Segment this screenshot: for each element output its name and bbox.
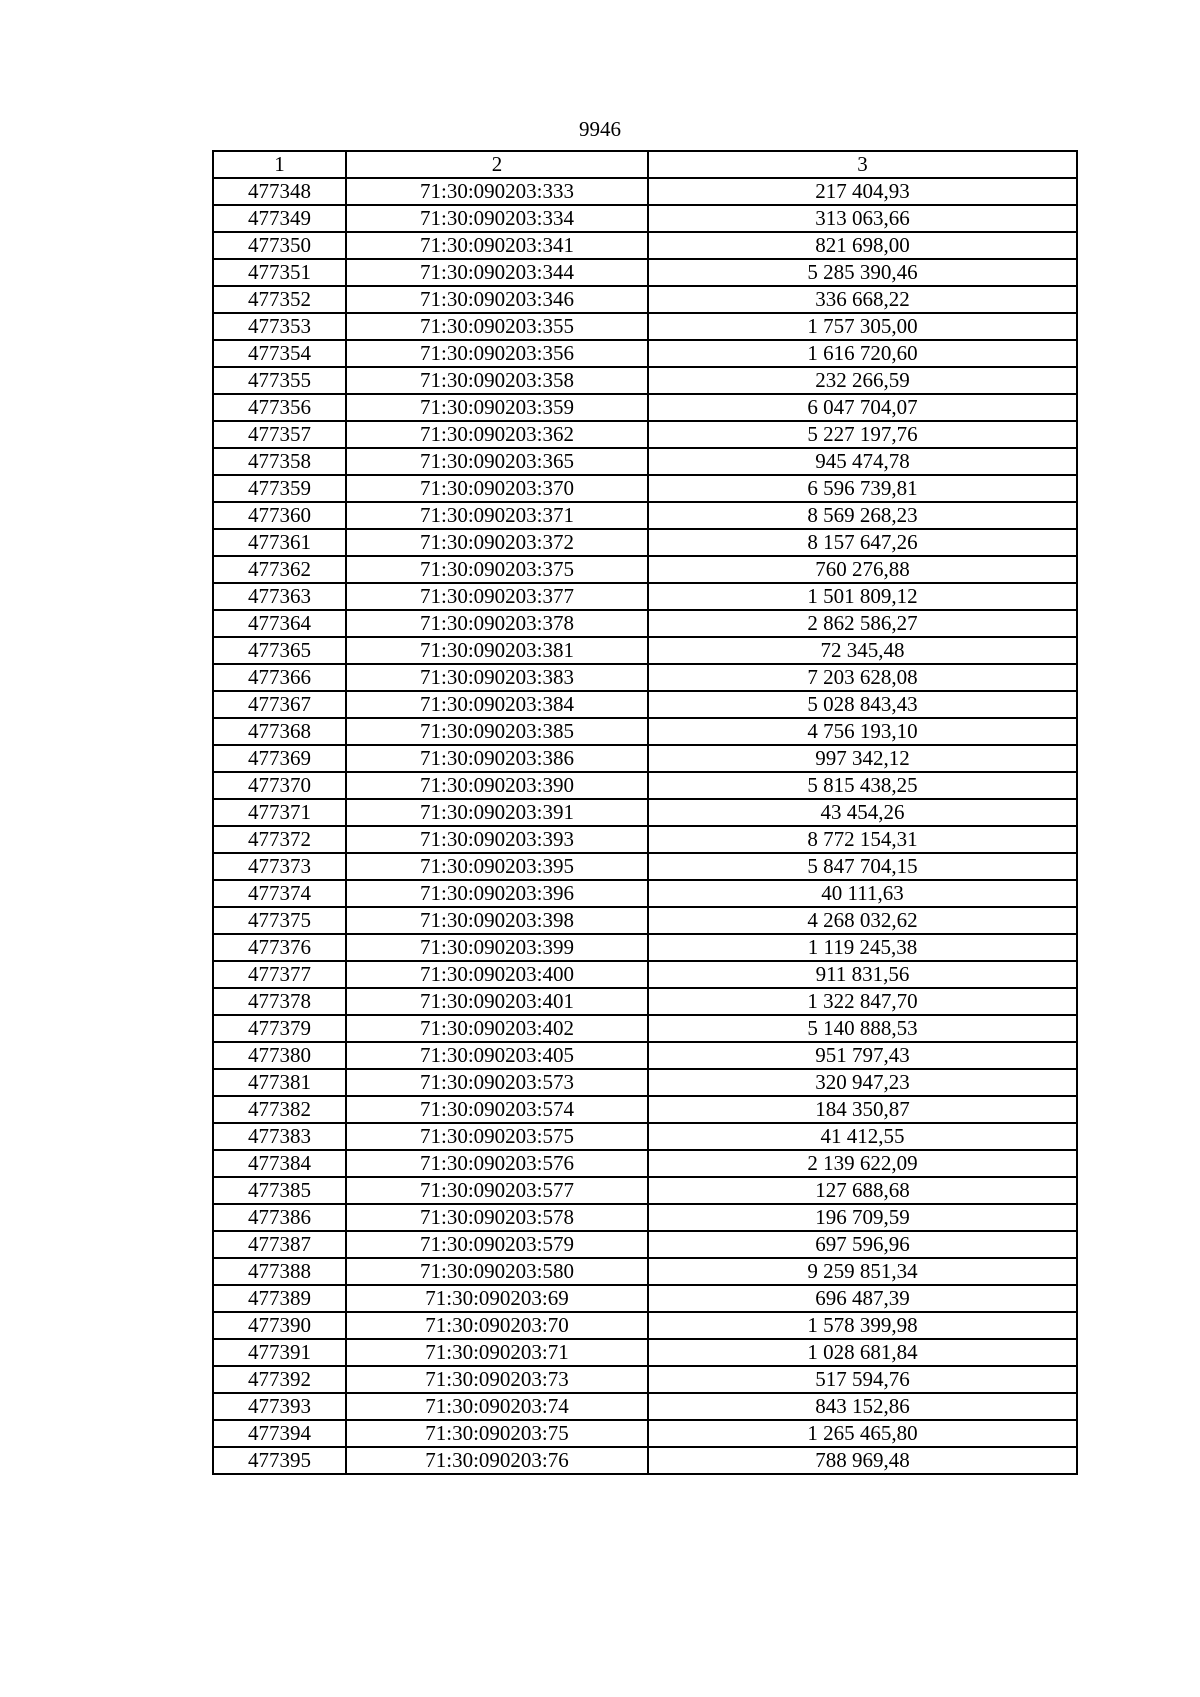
value-cell: 40 111,63	[648, 880, 1077, 907]
column-header: 3	[648, 151, 1077, 178]
table-row	[213, 583, 1077, 610]
value-cell: 127 688,68	[648, 1177, 1077, 1204]
table-row	[213, 1366, 1077, 1393]
value-cell: 1 757 305,00	[648, 313, 1077, 340]
table-row	[213, 259, 1077, 286]
cadastral-number-cell: 71:30:090203:396	[346, 880, 648, 907]
value-cell: 313 063,66	[648, 205, 1077, 232]
row-number-cell: 477348	[213, 178, 346, 205]
value-cell: 5 227 197,76	[648, 421, 1077, 448]
value-cell: 6 596 739,81	[648, 475, 1077, 502]
cadastral-number-cell: 71:30:090203:395	[346, 853, 648, 880]
value-cell: 5 140 888,53	[648, 1015, 1077, 1042]
cadastral-number-cell: 71:30:090203:384	[346, 691, 648, 718]
cadastral-number-cell: 71:30:090203:370	[346, 475, 648, 502]
row-number-cell: 477350	[213, 232, 346, 259]
table-row	[213, 475, 1077, 502]
cadastral-number-cell: 71:30:090203:355	[346, 313, 648, 340]
row-number-cell: 477359	[213, 475, 346, 502]
value-cell: 4 756 193,10	[648, 718, 1077, 745]
value-cell: 945 474,78	[648, 448, 1077, 475]
row-number-cell: 477367	[213, 691, 346, 718]
row-number-cell: 477360	[213, 502, 346, 529]
value-cell: 6 047 704,07	[648, 394, 1077, 421]
table-row	[213, 691, 1077, 718]
cadastral-number-cell: 71:30:090203:70	[346, 1312, 648, 1339]
value-cell: 184 350,87	[648, 1096, 1077, 1123]
row-number-cell: 477394	[213, 1420, 346, 1447]
table-row	[213, 448, 1077, 475]
row-number-cell: 477355	[213, 367, 346, 394]
cadastral-number-cell: 71:30:090203:346	[346, 286, 648, 313]
table-row	[213, 853, 1077, 880]
table-row	[213, 502, 1077, 529]
value-cell: 8 569 268,23	[648, 502, 1077, 529]
table-row	[213, 826, 1077, 853]
table-row	[213, 1447, 1077, 1474]
value-cell: 5 815 438,25	[648, 772, 1077, 799]
cadastral-number-cell: 71:30:090203:401	[346, 988, 648, 1015]
cadastral-number-cell: 71:30:090203:574	[346, 1096, 648, 1123]
row-number-cell: 477358	[213, 448, 346, 475]
table-row	[213, 1177, 1077, 1204]
cadastral-number-cell: 71:30:090203:580	[346, 1258, 648, 1285]
cadastral-number-cell: 71:30:090203:356	[346, 340, 648, 367]
row-number-cell: 477353	[213, 313, 346, 340]
value-cell: 217 404,93	[648, 178, 1077, 205]
value-cell: 788 969,48	[648, 1447, 1077, 1474]
table-row	[213, 772, 1077, 799]
table-row	[213, 1204, 1077, 1231]
cadastral-number-cell: 71:30:090203:400	[346, 961, 648, 988]
table-row	[213, 961, 1077, 988]
table-body	[213, 178, 1077, 1474]
row-number-cell: 477356	[213, 394, 346, 421]
value-cell: 1 322 847,70	[648, 988, 1077, 1015]
table-row	[213, 367, 1077, 394]
table-row	[213, 1042, 1077, 1069]
cadastral-number-cell: 71:30:090203:362	[346, 421, 648, 448]
cadastral-number-cell: 71:30:090203:69	[346, 1285, 648, 1312]
row-number-cell: 477388	[213, 1258, 346, 1285]
row-number-cell: 477362	[213, 556, 346, 583]
cadastral-number-cell: 71:30:090203:575	[346, 1123, 648, 1150]
table-row	[213, 205, 1077, 232]
cadastral-number-cell: 71:30:090203:359	[346, 394, 648, 421]
table-row	[213, 529, 1077, 556]
value-cell: 696 487,39	[648, 1285, 1077, 1312]
value-cell: 8 157 647,26	[648, 529, 1077, 556]
cadastral-number-cell: 71:30:090203:334	[346, 205, 648, 232]
cadastral-number-cell: 71:30:090203:358	[346, 367, 648, 394]
table-row	[213, 718, 1077, 745]
cadastral-number-cell: 71:30:090203:577	[346, 1177, 648, 1204]
row-number-cell: 477354	[213, 340, 346, 367]
table-row	[213, 178, 1077, 205]
value-cell: 697 596,96	[648, 1231, 1077, 1258]
table-row	[213, 340, 1077, 367]
row-number-cell: 477363	[213, 583, 346, 610]
value-cell: 760 276,88	[648, 556, 1077, 583]
cadastral-number-cell: 71:30:090203:71	[346, 1339, 648, 1366]
row-number-cell: 477369	[213, 745, 346, 772]
table-row	[213, 1123, 1077, 1150]
value-cell: 43 454,26	[648, 799, 1077, 826]
value-cell: 997 342,12	[648, 745, 1077, 772]
value-cell: 951 797,43	[648, 1042, 1077, 1069]
table-row	[213, 1096, 1077, 1123]
value-cell: 320 947,23	[648, 1069, 1077, 1096]
table-row	[213, 664, 1077, 691]
row-number-cell: 477383	[213, 1123, 346, 1150]
table-row	[213, 232, 1077, 259]
value-cell: 821 698,00	[648, 232, 1077, 259]
table-row	[213, 934, 1077, 961]
row-number-cell: 477378	[213, 988, 346, 1015]
table-row	[213, 610, 1077, 637]
table-row	[213, 1258, 1077, 1285]
row-number-cell: 477365	[213, 637, 346, 664]
row-number-cell: 477366	[213, 664, 346, 691]
row-number-cell: 477382	[213, 1096, 346, 1123]
row-number-cell: 477390	[213, 1312, 346, 1339]
cadastral-number-cell: 71:30:090203:372	[346, 529, 648, 556]
cadastral-number-cell: 71:30:090203:75	[346, 1420, 648, 1447]
table-row	[213, 1420, 1077, 1447]
cadastral-number-cell: 71:30:090203:399	[346, 934, 648, 961]
value-cell: 1 265 465,80	[648, 1420, 1077, 1447]
row-number-cell: 477364	[213, 610, 346, 637]
cadastral-number-cell: 71:30:090203:383	[346, 664, 648, 691]
table-row	[213, 394, 1077, 421]
table-row	[213, 1150, 1077, 1177]
value-cell: 7 203 628,08	[648, 664, 1077, 691]
value-cell: 5 285 390,46	[648, 259, 1077, 286]
table-row	[213, 421, 1077, 448]
row-number-cell: 477373	[213, 853, 346, 880]
row-number-cell: 477357	[213, 421, 346, 448]
value-cell: 843 152,86	[648, 1393, 1077, 1420]
cadastral-number-cell: 71:30:090203:402	[346, 1015, 648, 1042]
value-cell: 196 709,59	[648, 1204, 1077, 1231]
value-cell: 5 847 704,15	[648, 853, 1077, 880]
table-row	[213, 1015, 1077, 1042]
table-row	[213, 556, 1077, 583]
cadastral-number-cell: 71:30:090203:405	[346, 1042, 648, 1069]
row-number-cell: 477374	[213, 880, 346, 907]
value-cell: 2 139 622,09	[648, 1150, 1077, 1177]
cadastral-number-cell: 71:30:090203:377	[346, 583, 648, 610]
table-row	[213, 745, 1077, 772]
value-cell: 232 266,59	[648, 367, 1077, 394]
table-row	[213, 286, 1077, 313]
table-row	[213, 1069, 1077, 1096]
value-cell: 1 616 720,60	[648, 340, 1077, 367]
table-row	[213, 1312, 1077, 1339]
value-cell: 1 119 245,38	[648, 934, 1077, 961]
cadastral-number-cell: 71:30:090203:333	[346, 178, 648, 205]
row-number-cell: 477389	[213, 1285, 346, 1312]
cadastral-number-cell: 71:30:090203:74	[346, 1393, 648, 1420]
row-number-cell: 477387	[213, 1231, 346, 1258]
row-number-cell: 477371	[213, 799, 346, 826]
column-header: 2	[346, 151, 648, 178]
value-cell: 8 772 154,31	[648, 826, 1077, 853]
row-number-cell: 477395	[213, 1447, 346, 1474]
table-row	[213, 799, 1077, 826]
row-number-cell: 477351	[213, 259, 346, 286]
value-cell: 2 862 586,27	[648, 610, 1077, 637]
row-number-cell: 477380	[213, 1042, 346, 1069]
value-cell: 41 412,55	[648, 1123, 1077, 1150]
row-number-cell: 477376	[213, 934, 346, 961]
table-row	[213, 907, 1077, 934]
row-number-cell: 477377	[213, 961, 346, 988]
cadastral-number-cell: 71:30:090203:578	[346, 1204, 648, 1231]
row-number-cell: 477381	[213, 1069, 346, 1096]
table-row	[213, 1285, 1077, 1312]
column-header: 1	[213, 151, 346, 178]
cadastral-number-cell: 71:30:090203:381	[346, 637, 648, 664]
row-number-cell: 477386	[213, 1204, 346, 1231]
table-row	[213, 637, 1077, 664]
table-row	[213, 880, 1077, 907]
row-number-cell: 477375	[213, 907, 346, 934]
cadastral-number-cell: 71:30:090203:73	[346, 1366, 648, 1393]
value-cell: 5 028 843,43	[648, 691, 1077, 718]
row-number-cell: 477391	[213, 1339, 346, 1366]
cadastral-number-cell: 71:30:090203:398	[346, 907, 648, 934]
table-row	[213, 1393, 1077, 1420]
cadastral-number-cell: 71:30:090203:576	[346, 1150, 648, 1177]
value-cell: 4 268 032,62	[648, 907, 1077, 934]
table-row	[213, 988, 1077, 1015]
cadastral-number-cell: 71:30:090203:390	[346, 772, 648, 799]
row-number-cell: 477392	[213, 1366, 346, 1393]
row-number-cell: 477384	[213, 1150, 346, 1177]
cadastral-number-cell: 71:30:090203:375	[346, 556, 648, 583]
cadastral-number-cell: 71:30:090203:391	[346, 799, 648, 826]
value-cell: 1 028 681,84	[648, 1339, 1077, 1366]
cadastral-number-cell: 71:30:090203:341	[346, 232, 648, 259]
value-cell: 517 594,76	[648, 1366, 1077, 1393]
row-number-cell: 477349	[213, 205, 346, 232]
value-cell: 1 501 809,12	[648, 583, 1077, 610]
row-number-cell: 477370	[213, 772, 346, 799]
row-number-cell: 477379	[213, 1015, 346, 1042]
cadastral-number-cell: 71:30:090203:365	[346, 448, 648, 475]
cadastral-number-cell: 71:30:090203:386	[346, 745, 648, 772]
value-cell: 72 345,48	[648, 637, 1077, 664]
value-cell: 1 578 399,98	[648, 1312, 1077, 1339]
row-number-cell: 477372	[213, 826, 346, 853]
value-cell: 9 259 851,34	[648, 1258, 1077, 1285]
cadastral-number-cell: 71:30:090203:76	[346, 1447, 648, 1474]
cadastral-number-cell: 71:30:090203:344	[346, 259, 648, 286]
table-row	[213, 1339, 1077, 1366]
cadastral-number-cell: 71:30:090203:393	[346, 826, 648, 853]
cadastral-number-cell: 71:30:090203:573	[346, 1069, 648, 1096]
row-number-cell: 477361	[213, 529, 346, 556]
value-cell: 336 668,22	[648, 286, 1077, 313]
table-header-row	[213, 151, 1077, 178]
row-number-cell: 477352	[213, 286, 346, 313]
cadastral-number-cell: 71:30:090203:371	[346, 502, 648, 529]
row-number-cell: 477393	[213, 1393, 346, 1420]
table-row	[213, 1231, 1077, 1258]
cadastral-number-cell: 71:30:090203:385	[346, 718, 648, 745]
table-row	[213, 313, 1077, 340]
page-number: 9946	[579, 117, 621, 141]
row-number-cell: 477368	[213, 718, 346, 745]
registry-table	[212, 150, 1078, 1475]
cadastral-number-cell: 71:30:090203:378	[346, 610, 648, 637]
cadastral-number-cell: 71:30:090203:579	[346, 1231, 648, 1258]
value-cell: 911 831,56	[648, 961, 1077, 988]
row-number-cell: 477385	[213, 1177, 346, 1204]
